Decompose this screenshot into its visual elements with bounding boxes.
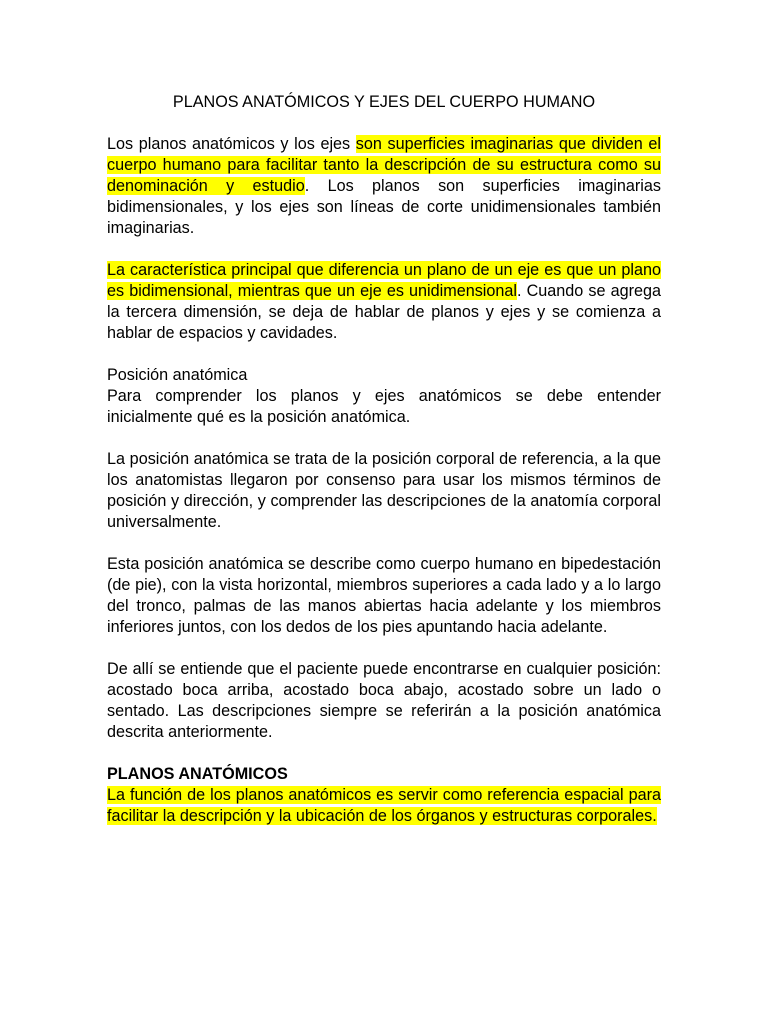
paragraph-plane-vs-axis [107, 260, 661, 344]
paragraph-anatomical-position-description: Esta posición anatómica se describe como cuerpo humano en bipedestación (de pie), con la vista horizontal, miembros superiores a cada lado y a lo largo del tronco, palmas de las manos abiertas hacia adelante y los miembros inferiores juntos, con los dedos de los pies apuntando hacia adelante. [107, 555, 661, 636]
paragraph-patient-positions: De allí se entiende que el paciente puede encontrarse en cualquier posición: acostado boca arriba, acostado boca abajo, acostado sobre un lado o sentado. Las descripciones siempre se referirán a la posición anatómica descrita anteriormente. [107, 660, 661, 741]
paragraph-plane-vs-axis-text: . Cuando se agrega la tercera dimensión, se deja de hablar de planos y ejes y se comienza a hablar de espacios y cavidades. [107, 282, 662, 342]
paragraph-intro [107, 134, 661, 239]
paragraph-planes-function [107, 785, 661, 827]
document-title: PLANOS ANATÓMICOS Y EJES DEL CUERPO HUMANO [172, 93, 596, 111]
paragraph-anatomical-position-intro: Para comprender los planos y ejes anatómicos se debe entender inicialmente qué es la posición anatómica. [107, 387, 661, 426]
highlighted-text: La característica principal que diferencia un plano de un eje es que un plano es bidimensional, mientras que un eje es unidimensional [107, 261, 661, 300]
highlighted-text: La función de los planos anatómicos es servir como referencia espacial para facilitar la descripción y la ubicación de los órganos y estructuras corporales. [107, 786, 661, 825]
section-heading-anatomical-position: Posición anatómica [107, 366, 248, 384]
section-heading-anatomical-planes: PLANOS ANATÓMICOS [107, 765, 288, 783]
paragraph-intro-text: Los planos anatómicos y los ejes [107, 135, 356, 153]
paragraph-intro-text-end: . Los planos son superficies imaginarias bidimensionales, y los ejes son líneas de corte unidimensionales también imaginarias. [107, 177, 661, 237]
document-body [107, 92, 661, 827]
paragraph-anatomical-position-definition: La posición anatómica se trata de la posición corporal de referencia, a la que los anatomistas llegaron por consenso para usar los mismos términos de posición y dirección, y comprender las descripciones de la anatomía corporal universalmente. [107, 450, 661, 531]
highlighted-text: son superficies imaginarias que dividen el cuerpo humano para facilitar tanto la descripción de su estructura como su denominación y estudio [107, 135, 661, 195]
